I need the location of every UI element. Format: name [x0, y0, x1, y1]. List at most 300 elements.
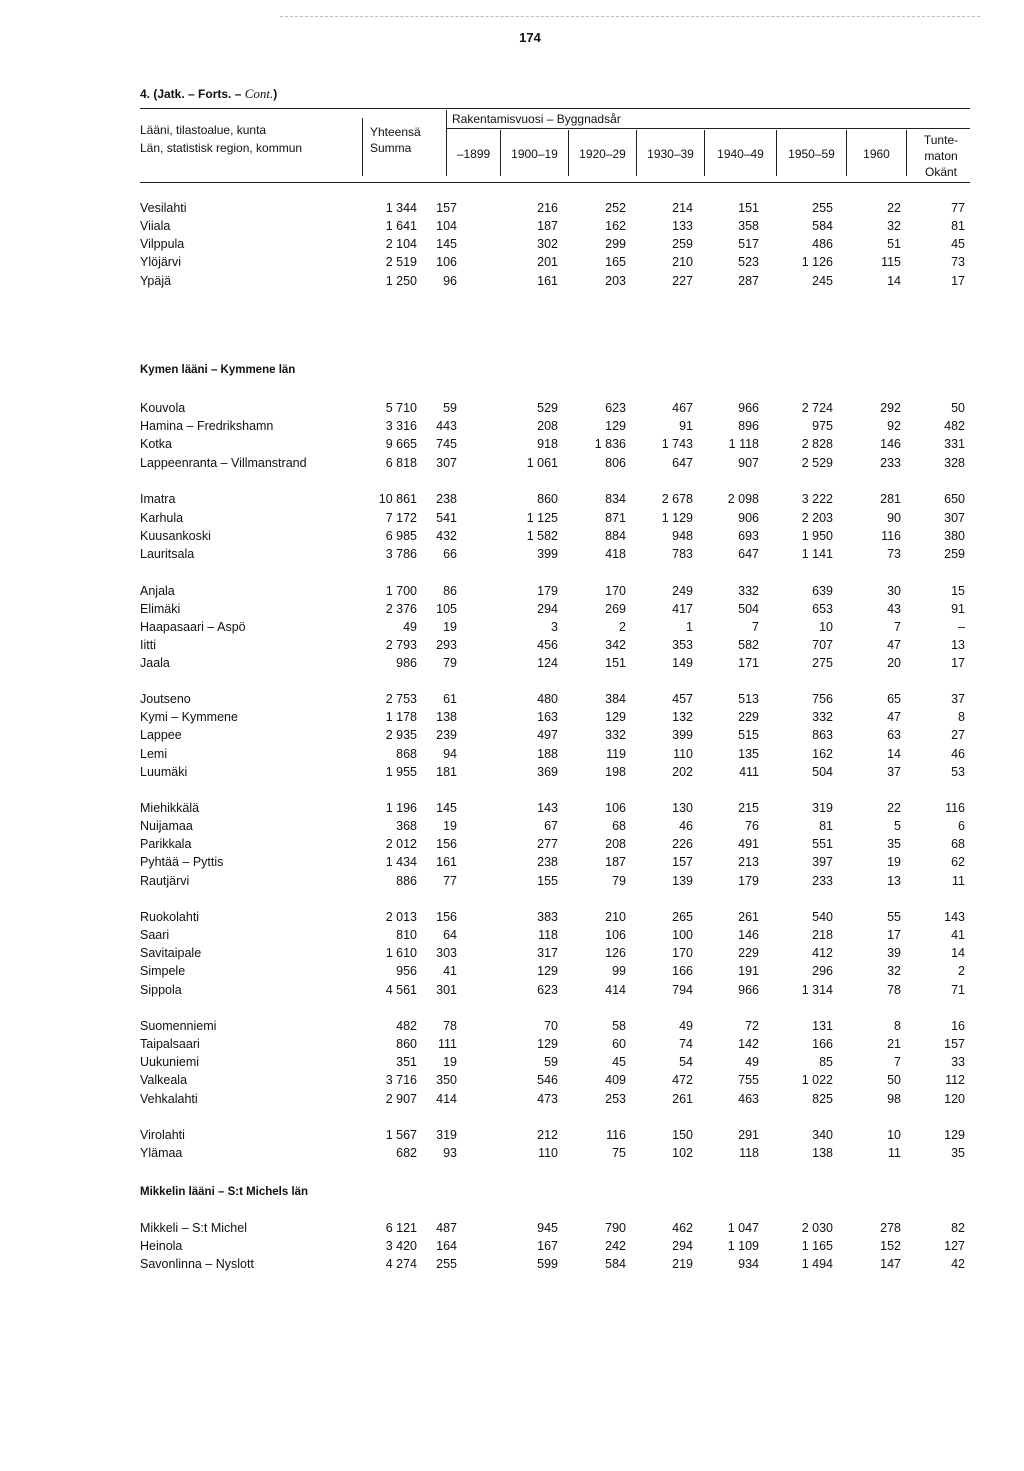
municipality-name: Hamina – Fredrikshamn [140, 419, 274, 433]
value-cell: 157 [436, 201, 457, 215]
value-cell: 277 [537, 837, 558, 851]
municipality-name: Miehikkälä [140, 801, 200, 815]
value-cell: 76 [745, 819, 759, 833]
table-row [140, 1071, 980, 1089]
value-cell: 86 [443, 584, 457, 598]
value-cell: 546 [537, 1073, 558, 1087]
value-cell: 399 [537, 547, 558, 561]
value-cell: 259 [944, 547, 965, 561]
municipality-name: Joutseno [140, 692, 191, 706]
value-cell: 623 [537, 983, 558, 997]
header-unknown-3: Okänt [924, 165, 957, 179]
value-cell: 275 [812, 656, 833, 670]
value-cell: 414 [436, 1092, 457, 1106]
value-cell: 143 [944, 910, 965, 924]
value-cell: 149 [672, 656, 693, 670]
total-cell: 2 753 [385, 692, 417, 706]
value-cell: 975 [812, 419, 833, 433]
municipality-name: Kouvola [140, 401, 186, 415]
value-cell: 1 109 [727, 1239, 759, 1253]
municipality-name: Pyhtää – Pyttis [140, 855, 224, 869]
value-cell: 292 [880, 401, 901, 415]
municipality-name: Lauritsala [140, 547, 195, 561]
value-cell: 238 [537, 855, 558, 869]
value-cell: 2 529 [801, 456, 833, 470]
value-cell: 30 [887, 584, 901, 598]
value-cell: 457 [672, 692, 693, 706]
municipality-name: Ypäjä [140, 274, 172, 288]
value-cell: 96 [443, 274, 457, 288]
value-cell: 1 836 [594, 437, 626, 451]
value-cell: 49 [745, 1055, 759, 1069]
value-cell: 551 [812, 837, 833, 851]
table-row [140, 962, 980, 980]
header-unknown-1: Tunte- [923, 133, 959, 147]
header-year: 1920–29 [579, 147, 626, 161]
table-row [140, 272, 980, 290]
municipality-name: Lappee [140, 728, 182, 742]
value-cell: 181 [436, 765, 457, 779]
total-cell: 49 [403, 620, 417, 634]
value-cell: 212 [537, 1128, 558, 1142]
value-cell: 100 [672, 928, 693, 942]
value-cell: 296 [812, 964, 833, 978]
value-cell: 383 [537, 910, 558, 924]
value-cell: 1 126 [801, 255, 833, 269]
value-cell: 32 [887, 219, 901, 233]
header-bottom-rule [140, 182, 970, 183]
value-cell: 35 [887, 837, 901, 851]
total-cell: 2 104 [385, 237, 417, 251]
value-cell: 49 [679, 1019, 693, 1033]
value-cell: 68 [951, 837, 965, 851]
value-cell: 584 [812, 219, 833, 233]
header-year: 1900–19 [511, 147, 558, 161]
value-cell: 14 [951, 946, 965, 960]
value-cell: 653 [812, 602, 833, 616]
value-cell: 70 [544, 1019, 558, 1033]
table-row [140, 199, 980, 217]
total-cell: 3 316 [385, 419, 417, 433]
value-cell: 794 [672, 983, 693, 997]
value-cell: 307 [436, 456, 457, 470]
table-row [140, 1017, 980, 1035]
value-cell: 287 [738, 274, 759, 288]
total-cell: 7 172 [385, 511, 417, 525]
municipality-name: Lemi [140, 747, 168, 761]
value-cell: 647 [672, 456, 693, 470]
value-cell: 8 [894, 1019, 901, 1033]
table-row [140, 1237, 980, 1255]
table-row [140, 708, 980, 726]
value-cell: 157 [672, 855, 693, 869]
municipality-name: Nuijamaa [140, 819, 193, 833]
table-row [140, 235, 980, 253]
value-cell: 948 [672, 529, 693, 543]
value-cell: 1 165 [801, 1239, 833, 1253]
value-cell: 2 030 [801, 1221, 833, 1235]
value-cell: 129 [944, 1128, 965, 1142]
table-row [140, 690, 980, 708]
value-cell: 291 [738, 1128, 759, 1142]
value-cell: 110 [673, 747, 693, 761]
value-cell: 1 582 [526, 529, 558, 543]
value-cell: 50 [887, 1073, 901, 1087]
value-cell: 261 [738, 910, 759, 924]
value-cell: 755 [738, 1073, 759, 1087]
table-row [140, 763, 980, 781]
table-row [140, 435, 980, 453]
value-cell: 14 [887, 274, 901, 288]
value-cell: 218 [812, 928, 833, 942]
value-cell: 116 [945, 801, 965, 815]
value-cell: 111 [437, 1037, 457, 1051]
municipality-name: Elimäki [140, 602, 181, 616]
municipality-name: Parikkala [140, 837, 192, 851]
municipality-name: Valkeala [140, 1073, 188, 1087]
total-cell: 2 013 [385, 910, 417, 924]
value-cell: 102 [672, 1146, 693, 1160]
value-cell: 342 [605, 638, 626, 652]
value-cell: 255 [812, 201, 833, 215]
value-cell: 157 [944, 1037, 965, 1051]
value-cell: 229 [738, 710, 759, 724]
value-cell: 486 [812, 237, 833, 251]
value-cell: 647 [738, 547, 759, 561]
value-cell: 350 [436, 1073, 457, 1087]
value-cell: 11 [888, 1146, 901, 1160]
table-row [140, 1126, 980, 1144]
value-cell: 45 [612, 1055, 626, 1069]
value-cell: 432 [436, 529, 457, 543]
value-cell: 584 [605, 1257, 626, 1271]
value-cell: 1 061 [526, 456, 558, 470]
total-cell: 4 274 [385, 1257, 417, 1271]
municipality-name: Lappeenranta – Villmanstrand [140, 456, 307, 470]
value-cell: 150 [672, 1128, 693, 1142]
value-cell: 15 [951, 584, 965, 598]
total-cell: 1 700 [385, 584, 417, 598]
value-cell: 599 [537, 1257, 558, 1271]
value-cell: 541 [436, 511, 457, 525]
value-cell: 491 [738, 837, 759, 851]
value-cell: 513 [738, 692, 759, 706]
value-cell: 110 [538, 1146, 558, 1160]
value-cell: 226 [672, 837, 693, 851]
value-cell: 358 [738, 219, 759, 233]
value-cell: 411 [739, 765, 759, 779]
value-cell: 33 [951, 1055, 965, 1069]
value-cell: 119 [606, 747, 626, 761]
value-cell: 166 [672, 964, 693, 978]
value-cell: 139 [672, 874, 693, 888]
value-cell: 41 [951, 928, 965, 942]
header-year: 1930–39 [647, 147, 694, 161]
value-cell: 8 [958, 710, 965, 724]
total-cell: 3 716 [385, 1073, 417, 1087]
value-cell: 825 [812, 1092, 833, 1106]
value-cell: 17 [887, 928, 901, 942]
value-cell: 162 [812, 747, 833, 761]
value-cell: 201 [537, 255, 558, 269]
total-cell: 1 434 [385, 855, 417, 869]
value-cell: 281 [880, 492, 901, 506]
total-cell: 2 793 [385, 638, 417, 652]
value-cell: 414 [605, 983, 626, 997]
value-cell: 253 [605, 1092, 626, 1106]
value-cell: 328 [944, 456, 965, 470]
value-cell: 369 [537, 765, 558, 779]
value-cell: 126 [605, 946, 626, 960]
value-cell: 623 [605, 401, 626, 415]
municipality-name: Vehkalahti [140, 1092, 198, 1106]
value-cell: 35 [951, 1146, 965, 1160]
value-cell: 834 [605, 492, 626, 506]
value-cell: 472 [672, 1073, 693, 1087]
table-row [140, 417, 980, 435]
value-cell: 170 [672, 946, 693, 960]
value-cell: 14 [887, 747, 901, 761]
table-row [140, 253, 980, 271]
value-cell: 860 [537, 492, 558, 506]
value-cell: 73 [887, 547, 901, 561]
caption-prefix: 4. (Jatk. – Forts. – [140, 87, 245, 101]
value-cell: 130 [672, 801, 693, 815]
total-cell: 482 [396, 1019, 417, 1033]
value-cell: 1 141 [801, 547, 833, 561]
total-cell: 956 [396, 964, 417, 978]
value-cell: 105 [436, 602, 457, 616]
value-cell: 487 [436, 1221, 457, 1235]
value-cell: 896 [738, 419, 759, 433]
value-cell: 151 [738, 201, 759, 215]
value-cell: 106 [605, 801, 626, 815]
page-number: 174 [519, 30, 541, 45]
value-cell: 517 [738, 237, 759, 251]
value-cell: 353 [672, 638, 693, 652]
value-cell: 966 [738, 983, 759, 997]
value-cell: 639 [812, 584, 833, 598]
value-cell: 871 [605, 511, 626, 525]
total-cell: 1 610 [385, 946, 417, 960]
value-cell: 74 [679, 1037, 693, 1051]
value-cell: 17 [951, 274, 965, 288]
value-cell: 124 [537, 656, 558, 670]
value-cell: 504 [812, 765, 833, 779]
municipality-name: Mikkeli – S:t Michel [140, 1221, 247, 1235]
municipality-name: Luumäki [140, 765, 188, 779]
value-cell: 91 [679, 419, 693, 433]
value-cell: 85 [819, 1055, 833, 1069]
value-cell: 259 [672, 237, 693, 251]
header-region-sv: Län, statistisk region, kommun [140, 141, 303, 155]
table-row [140, 582, 980, 600]
value-cell: 143 [537, 801, 558, 815]
value-cell: 156 [436, 910, 457, 924]
value-cell: 227 [672, 274, 693, 288]
value-cell: 75 [612, 1146, 626, 1160]
value-cell: 16 [951, 1019, 965, 1033]
value-cell: 138 [812, 1146, 833, 1160]
value-cell: 202 [672, 765, 693, 779]
value-cell: 151 [605, 656, 626, 670]
value-cell: 179 [537, 584, 558, 598]
total-cell: 368 [396, 819, 417, 833]
municipality-name: Ylämaa [140, 1146, 183, 1160]
value-cell: 261 [672, 1092, 693, 1106]
value-cell: 131 [812, 1019, 833, 1033]
municipality-name: Viiala [140, 219, 171, 233]
value-cell: 46 [951, 747, 965, 761]
value-cell: 179 [738, 874, 759, 888]
value-cell: 66 [443, 547, 457, 561]
value-cell: 54 [679, 1055, 693, 1069]
value-cell: 98 [887, 1092, 901, 1106]
value-cell: 884 [605, 529, 626, 543]
value-cell: 58 [612, 1019, 626, 1033]
total-cell: 1 178 [385, 710, 417, 724]
value-cell: – [958, 620, 965, 634]
municipality-name: Savonlinna – Nyslott [140, 1257, 254, 1271]
value-cell: 188 [537, 747, 558, 761]
total-cell: 6 985 [385, 529, 417, 543]
value-cell: 504 [738, 602, 759, 616]
value-cell: 945 [537, 1221, 558, 1235]
value-cell: 233 [880, 456, 901, 470]
value-cell: 39 [887, 946, 901, 960]
table-row [140, 799, 980, 817]
value-cell: 22 [887, 801, 901, 815]
value-cell: 167 [537, 1239, 558, 1253]
table-row [140, 1053, 980, 1071]
value-cell: 299 [605, 237, 626, 251]
value-cell: 238 [436, 492, 457, 506]
value-cell: 418 [605, 547, 626, 561]
value-cell: 863 [812, 728, 833, 742]
table-row [140, 944, 980, 962]
municipality-name: Imatra [140, 492, 176, 506]
table-row [140, 600, 980, 618]
value-cell: 7 [894, 620, 901, 634]
total-cell: 4 561 [385, 983, 417, 997]
value-cell: 161 [436, 855, 457, 869]
total-cell: 1 955 [385, 765, 417, 779]
value-cell: 135 [738, 747, 759, 761]
value-cell: 10 [887, 1128, 901, 1142]
table-row [140, 926, 980, 944]
value-cell: 3 222 [801, 492, 833, 506]
table-row [140, 509, 980, 527]
value-cell: 133 [672, 219, 693, 233]
value-cell: 1 022 [801, 1073, 833, 1087]
table-row [140, 618, 980, 636]
value-cell: 216 [537, 201, 558, 215]
municipality-name: Ruokolahti [140, 910, 200, 924]
value-cell: 7 [894, 1055, 901, 1069]
value-cell: 417 [672, 602, 693, 616]
value-cell: 78 [443, 1019, 457, 1033]
value-cell: 210 [605, 910, 626, 924]
value-cell: 118 [538, 928, 558, 942]
value-cell: 10 [819, 620, 833, 634]
table-row [140, 654, 980, 672]
value-cell: 219 [672, 1257, 693, 1271]
value-cell: 138 [436, 710, 457, 724]
value-cell: 67 [544, 819, 558, 833]
total-cell: 3 420 [385, 1239, 417, 1253]
municipality-name: Suomenniemi [140, 1019, 217, 1033]
value-cell: 1 [686, 620, 693, 634]
header-unknown-2: maton [924, 149, 958, 163]
value-cell: 22 [887, 201, 901, 215]
value-cell: 806 [605, 456, 626, 470]
value-cell: 213 [738, 855, 759, 869]
value-cell: 380 [944, 529, 965, 543]
municipality-name: Virolahti [140, 1128, 185, 1142]
value-cell: 72 [745, 1019, 759, 1033]
table-row [140, 454, 980, 472]
table-row [140, 545, 980, 563]
total-cell: 3 786 [385, 547, 417, 561]
value-cell: 966 [738, 401, 759, 415]
value-cell: 170 [605, 584, 626, 598]
table-row [140, 853, 980, 871]
value-cell: 142 [738, 1037, 759, 1051]
value-cell: 399 [672, 728, 693, 742]
value-cell: 783 [672, 547, 693, 561]
total-cell: 1 250 [385, 274, 417, 288]
value-cell: 13 [951, 638, 965, 652]
total-cell: 6 818 [385, 456, 417, 470]
caption-italic: Cont. [244, 86, 274, 101]
value-cell: 145 [436, 801, 457, 815]
header-divider [362, 118, 363, 176]
value-cell: 1 129 [661, 511, 693, 525]
header-total-fi: Yhteensä [370, 125, 421, 139]
header-year: 1940–49 [717, 147, 764, 161]
total-cell: 9 665 [385, 437, 417, 451]
header-year: 1960 [863, 147, 890, 161]
value-cell: 32 [887, 964, 901, 978]
table-row [140, 908, 980, 926]
value-cell: 907 [738, 456, 759, 470]
value-cell: 19 [887, 855, 901, 869]
table-row [140, 1144, 980, 1162]
value-cell: 233 [812, 874, 833, 888]
value-cell: 239 [436, 728, 457, 742]
value-cell: 59 [443, 401, 457, 415]
table-row [140, 726, 980, 744]
value-cell: 340 [812, 1128, 833, 1142]
value-cell: 79 [612, 874, 626, 888]
total-cell: 2 907 [385, 1092, 417, 1106]
value-cell: 13 [887, 874, 901, 888]
value-cell: 2 098 [727, 492, 759, 506]
table-row [140, 1090, 980, 1108]
value-cell: 301 [436, 983, 457, 997]
value-cell: 47 [887, 638, 901, 652]
value-cell: 319 [436, 1128, 457, 1142]
value-cell: 409 [605, 1073, 626, 1087]
table-row [140, 527, 980, 545]
total-cell: 2 012 [385, 837, 417, 851]
value-cell: 5 [894, 819, 901, 833]
value-cell: 152 [880, 1239, 901, 1253]
value-cell: 303 [436, 946, 457, 960]
value-cell: 60 [612, 1037, 626, 1051]
value-cell: 62 [951, 855, 965, 869]
value-cell: 37 [887, 765, 901, 779]
